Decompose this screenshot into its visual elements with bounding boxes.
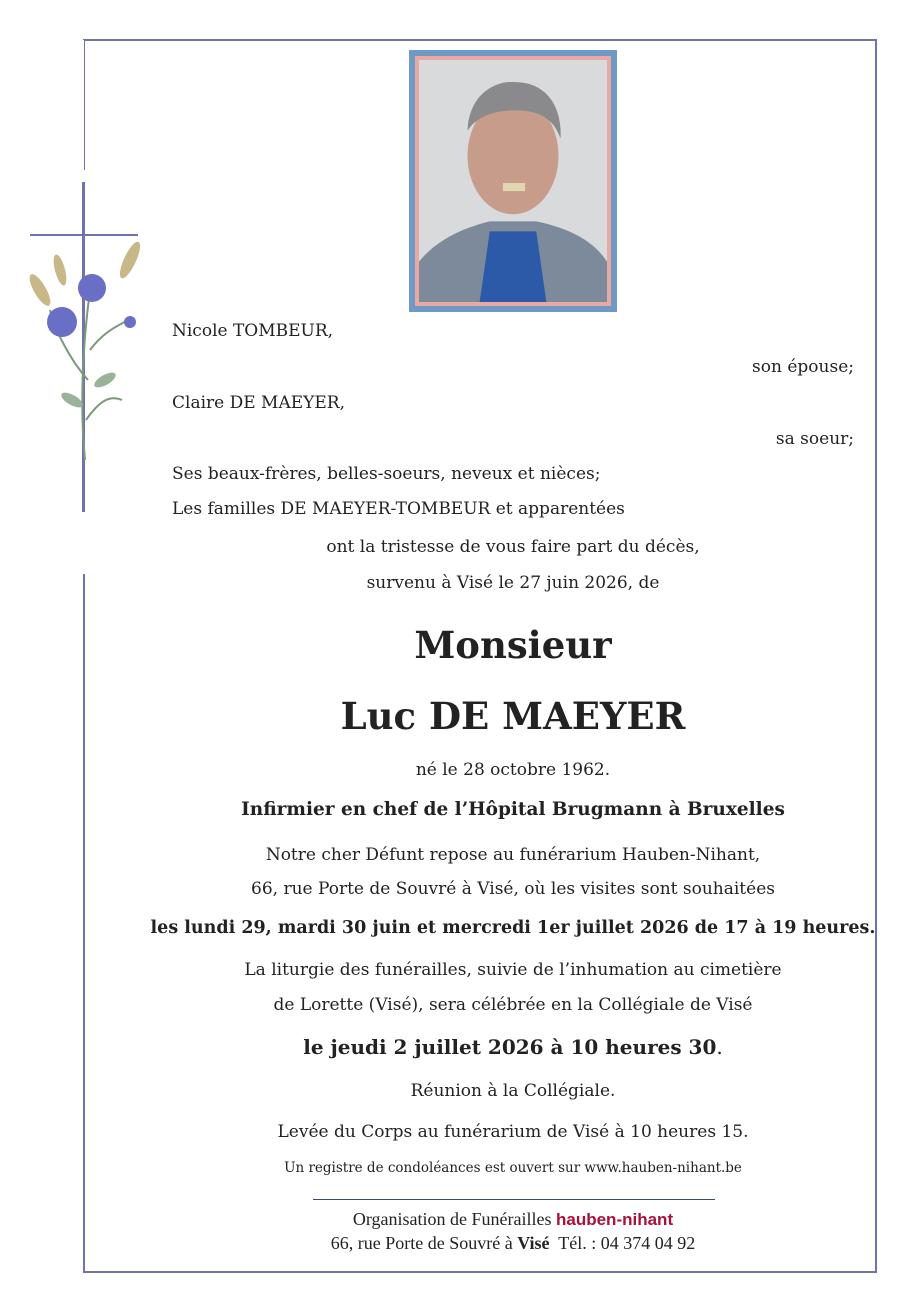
profession: Infirmier en chef de l’Hôpital Brugmann à Bruxelles <box>241 799 785 820</box>
funeral-date-end: . <box>716 1035 723 1059</box>
funeral-line2: de Lorette (Visé), sera célébrée en la Collégiale de Visé <box>273 995 753 1015</box>
funeral-date: le jeudi 2 juillet 2026 à 10 heures 30 <box>303 1035 717 1059</box>
visits-line1: Notre cher Défunt repose au funérarium Hauben-Nihant, <box>265 845 761 865</box>
funeral-date-line <box>83 1035 918 1059</box>
sister-name: Claire DE MAEYER, <box>172 393 345 413</box>
families-line: Les familles DE MAEYER-TOMBEUR et apparentées <box>172 499 625 519</box>
brand-logo: hauben-nihant <box>556 1210 674 1229</box>
phone: Tél. : 04 374 04 92 <box>558 1233 696 1253</box>
birth-date: né le 28 octobre 1962. <box>415 760 611 780</box>
visits-line2: 66, rue Porte de Souvré à Visé, où les visites sont souhaitées <box>251 879 775 899</box>
footer-organisation <box>83 1209 918 1230</box>
relatives-line: Ses beaux-frères, belles-soeurs, neveux et nièces; <box>172 464 601 484</box>
spouse-role: son épouse; <box>752 357 854 377</box>
sister-role: sa soeur; <box>775 429 854 449</box>
portrait-image <box>419 60 607 302</box>
body-removal-line: Levée du Corps au funérarium de Visé à 10 heures 15. <box>277 1122 749 1142</box>
funeral-line1: La liturgie des funérailles, suivie de l’inhumation au cimetière <box>244 960 782 980</box>
announcement-line2: survenu à Visé le 27 juin 2026, de <box>366 573 660 593</box>
org-prefix: Organisation de Funérailles <box>352 1209 552 1229</box>
spouse-name: Nicole TOMBEUR, <box>172 321 334 341</box>
meeting-line: Réunion à la Collégiale. <box>410 1081 616 1101</box>
footer-address <box>83 1233 918 1254</box>
address-prefix: 66, rue Porte de Souvré à <box>330 1233 513 1253</box>
deceased-title: Monsieur <box>414 623 612 667</box>
cornflower-wheat-icon <box>10 230 155 480</box>
registry-line: Un registre de condoléances est ouvert sur www.hauben-nihant.be <box>284 1160 742 1176</box>
frame-gap <box>81 170 86 182</box>
visits-dates: les lundi 29, mardi 30 juin et mercredi 1er juillet 2026 de 17 à 19 heures. <box>150 918 876 938</box>
footer-separator <box>313 1199 715 1200</box>
frame-gap-top <box>82 40 84 170</box>
portrait-photo <box>409 50 617 312</box>
address-city: Visé <box>517 1233 550 1253</box>
deceased-name: Luc DE MAEYER <box>340 694 686 738</box>
announcement-line1: ont la tristesse de vous faire part du décès, <box>326 537 700 557</box>
